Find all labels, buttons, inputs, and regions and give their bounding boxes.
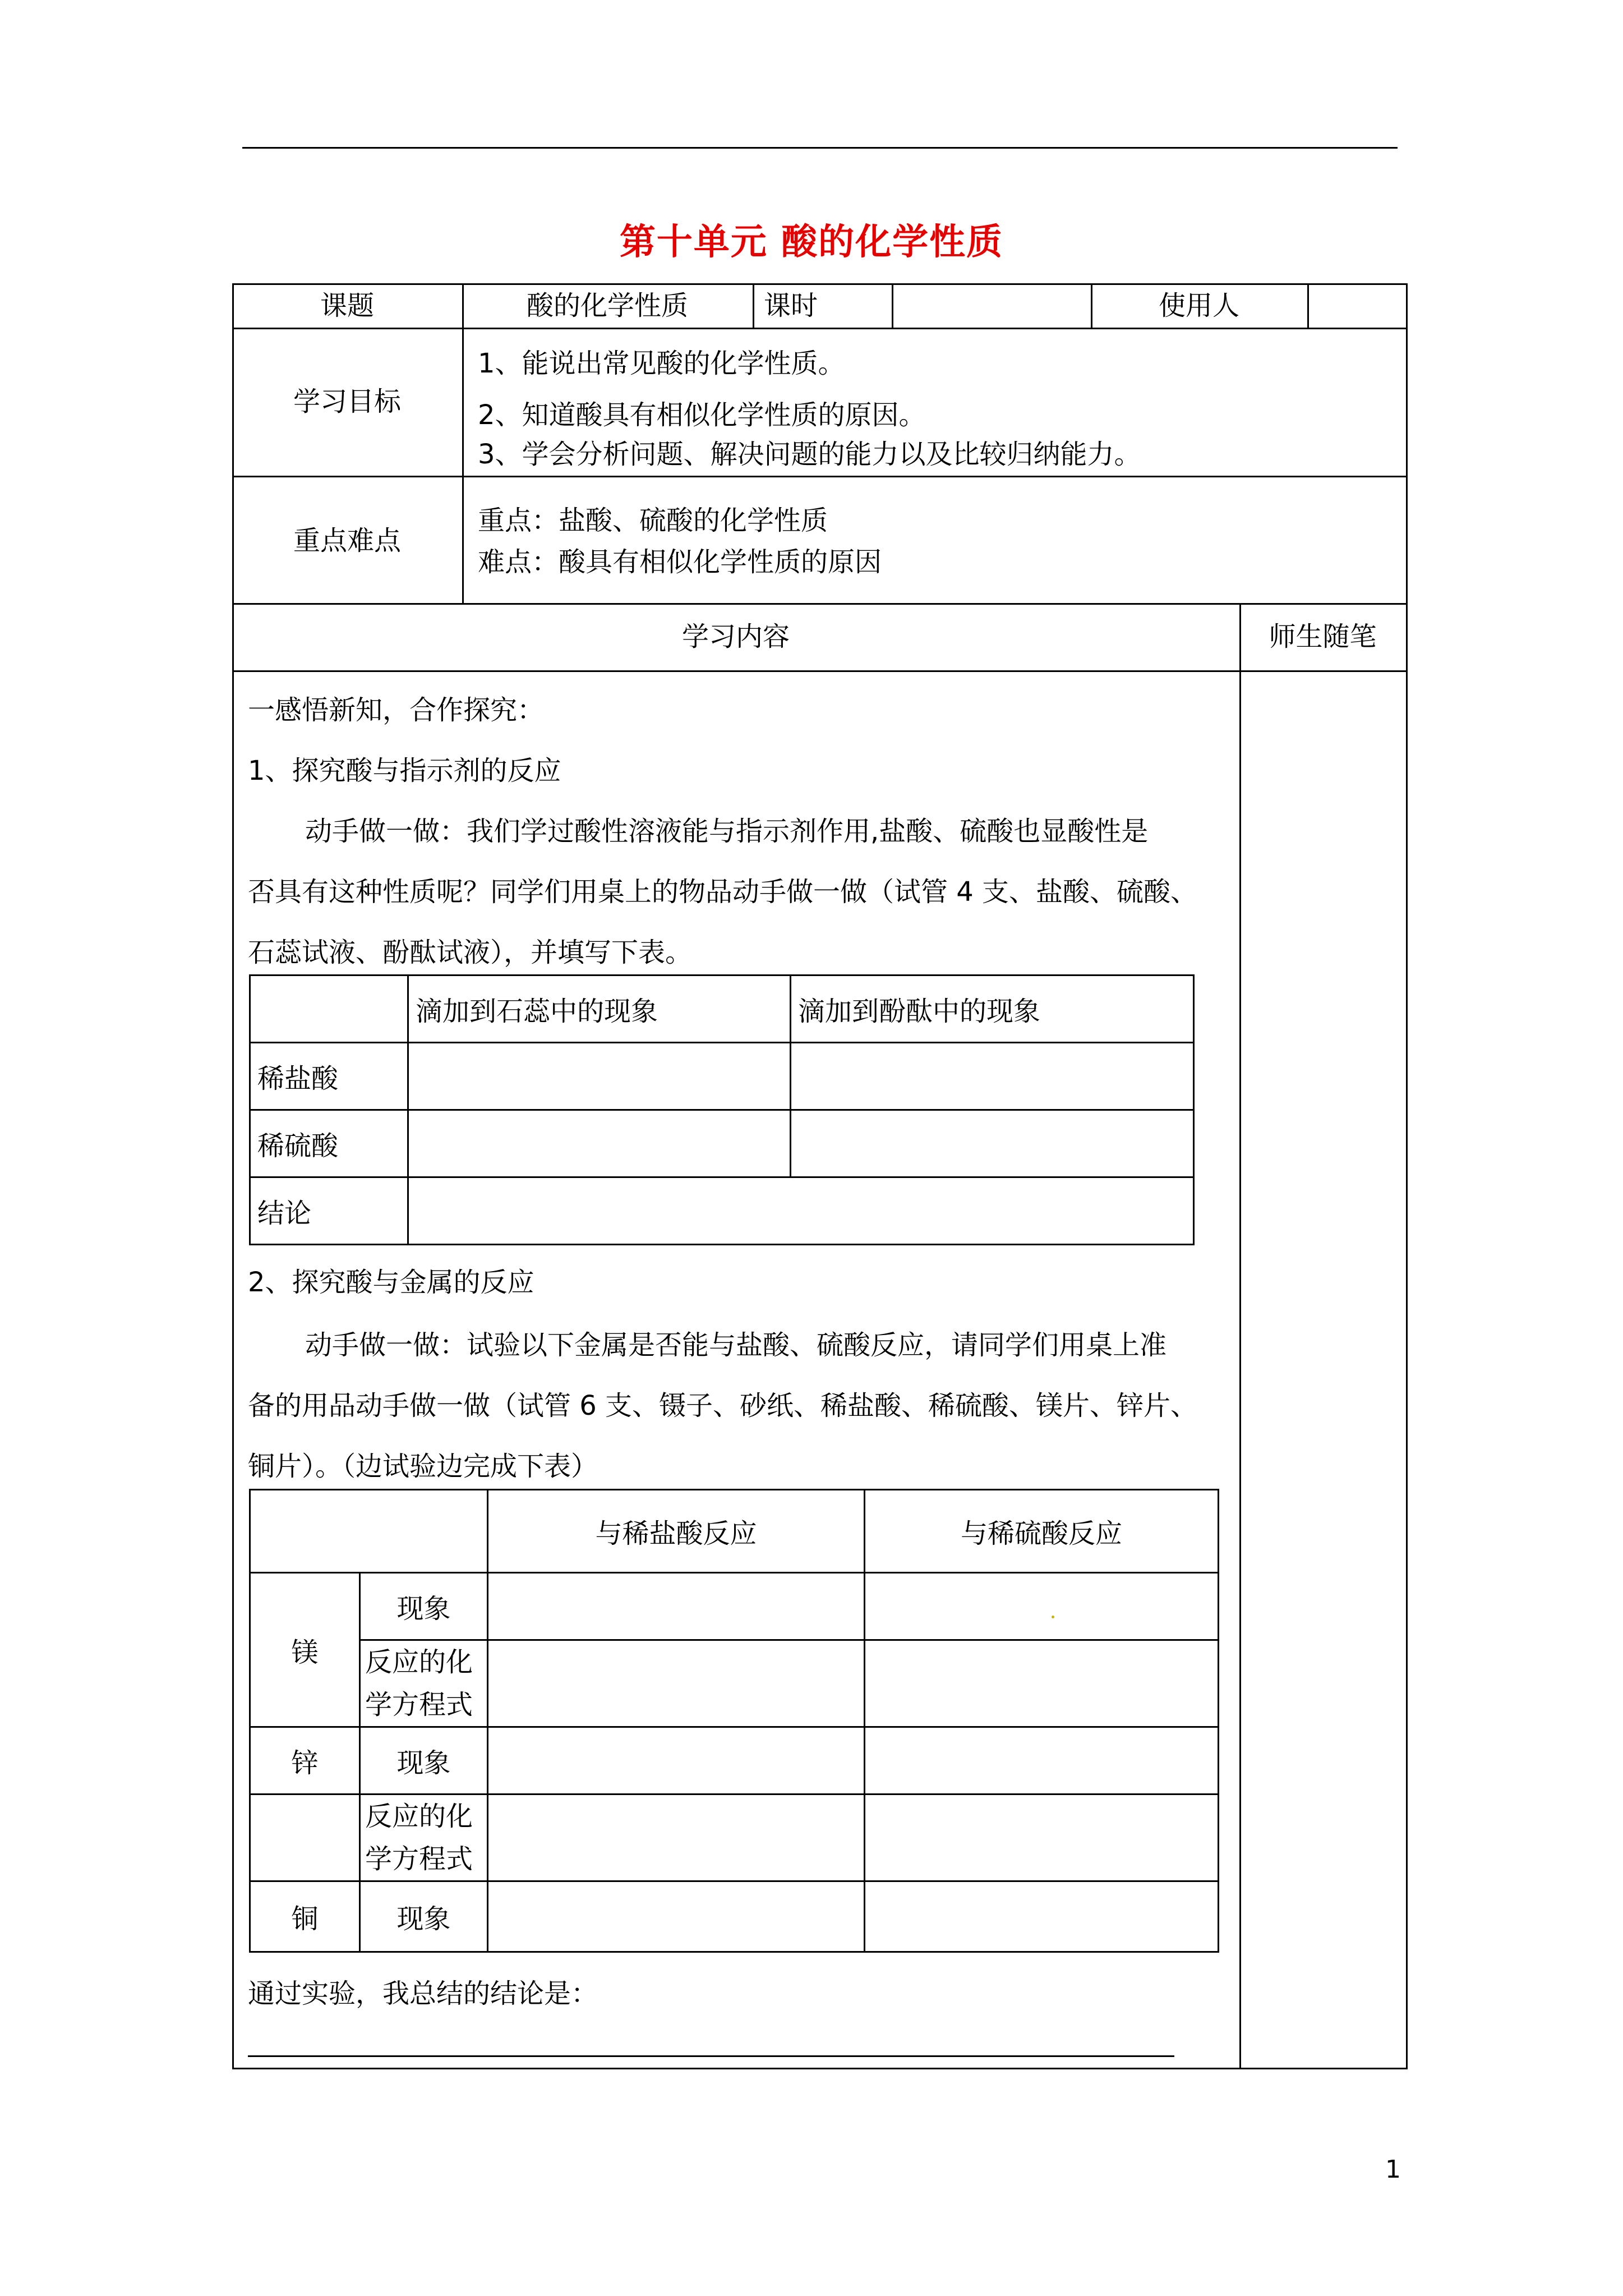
- part2-paragraph-3: 铜片）。（边试验边完成下表）: [248, 1451, 598, 1482]
- table1-cell[interactable]: [408, 1043, 791, 1110]
- table1-row-hcl: 稀盐酸: [250, 1043, 408, 1110]
- table2-cell[interactable]: [865, 1795, 1219, 1881]
- table1-row-h2so4: 稀硫酸: [250, 1110, 408, 1177]
- table2-cell[interactable]: [865, 1881, 1219, 1952]
- difficult-point: 难点：酸具有相似化学性质的原因: [478, 546, 882, 578]
- user-label: 使用人: [1158, 290, 1239, 321]
- table1-row-conclusion: 结论: [250, 1177, 408, 1245]
- equation-line-1: 反应的化: [365, 1646, 473, 1678]
- equation-line-1: 反应的化: [365, 1801, 473, 1832]
- metal-table: [249, 1489, 1219, 1953]
- frame-top: [232, 283, 1408, 285]
- part2-paragraph-1: 动手做一做：试验以下金属是否能与盐酸、硫酸反应，请同学们用桌上准: [305, 1329, 1167, 1361]
- frame-row3-bottom: [232, 603, 1408, 605]
- table2-equation-label: [360, 1640, 488, 1727]
- table2-blank: [250, 1795, 360, 1881]
- part1-paragraph-2: 否具有这种性质呢？同学们用桌上的物品动手做一做（试管 4 支、盐酸、硫酸、: [248, 876, 1198, 908]
- part1-paragraph-3: 石蕊试液、酚酞试液），并填写下表。: [248, 937, 693, 968]
- page-title: 第十单元 酸的化学性质: [619, 222, 1004, 263]
- period-label: 课时: [764, 290, 818, 321]
- equation-line-2: 学方程式: [365, 1843, 473, 1875]
- indicator-table: [249, 974, 1195, 1245]
- table1-conclusion-cell[interactable]: [408, 1177, 1194, 1245]
- frame-div-period: [753, 283, 754, 329]
- objective-1: 1、能说出常见酸的化学性质。: [478, 348, 845, 379]
- table2-metal-cu: 铜: [250, 1881, 360, 1952]
- equation-line-2: 学方程式: [365, 1689, 473, 1720]
- table2-cell[interactable]: [488, 1573, 865, 1640]
- table1-cell[interactable]: [791, 1043, 1194, 1110]
- frame-row4-bottom: [232, 670, 1408, 672]
- objective-3: 3、学会分析问题、解决问题的能力以及比较归纳能力。: [478, 439, 1141, 470]
- table1-corner: [250, 976, 408, 1043]
- table2-corner: [250, 1490, 488, 1573]
- topic-value: 酸的化学性质: [526, 290, 688, 321]
- table2-cell[interactable]: [865, 1640, 1219, 1727]
- part1-paragraph-1: 动手做一做：我们学过酸性溶液能与指示剂作用,盐酸、硫酸也显酸性是: [305, 816, 1149, 847]
- stray-dot: [1052, 1616, 1054, 1618]
- table2-cell[interactable]: [488, 1795, 865, 1881]
- table2-col-hcl: 与稀盐酸反应: [488, 1490, 865, 1573]
- table2-metal-mg: 镁: [250, 1573, 360, 1727]
- frame-row1-bottom: [232, 328, 1408, 329]
- table2-phenomenon-label: 现象: [360, 1881, 488, 1952]
- table1-cell[interactable]: [791, 1110, 1194, 1177]
- objective-2: 2、知道酸具有相似化学性质的原因。: [478, 399, 926, 431]
- frame-right: [1406, 283, 1408, 2069]
- topic-label: 课题: [320, 290, 374, 321]
- table2-col-h2so4: 与稀硫酸反应: [865, 1490, 1219, 1573]
- part2-paragraph-2: 备的用品动手做一做（试管 6 支、镊子、砂纸、稀盐酸、稀硫酸、镁片、锌片、: [248, 1390, 1198, 1421]
- key-point: 重点：盐酸、硫酸的化学性质: [478, 505, 828, 536]
- frame-bottom: [232, 2068, 1408, 2069]
- table1-col-phenol: 滴加到酚酞中的现象: [791, 976, 1194, 1043]
- conclusion-prompt: 通过实验，我总结的结论是：: [248, 1978, 598, 2009]
- frame-div-period-value: [892, 283, 893, 329]
- table2-cell[interactable]: [488, 1881, 865, 1952]
- frame-notes-divider: [1239, 603, 1241, 2069]
- part1-title: 1、探究酸与指示剂的反应: [248, 755, 561, 786]
- answer-line[interactable]: [248, 2055, 1174, 2057]
- frame-row2-bottom: [232, 476, 1408, 477]
- part2-title: 2、探究酸与金属的反应: [248, 1267, 534, 1298]
- notes-header: 师生随笔: [1269, 621, 1377, 652]
- table2-phenomenon-label: 现象: [360, 1727, 488, 1795]
- frame-col-divider: [462, 283, 464, 605]
- table2-phenomenon-label: 现象: [360, 1573, 488, 1640]
- table1-cell[interactable]: [408, 1110, 791, 1177]
- intro-text: 一感悟新知，合作探究：: [248, 694, 545, 726]
- header-rule: [242, 147, 1398, 149]
- objectives-label: 学习目标: [293, 386, 401, 417]
- table1-col-litmus: 滴加到石蕊中的现象: [408, 976, 791, 1043]
- table2-cell[interactable]: [488, 1727, 865, 1795]
- page-number: 1: [1385, 2155, 1401, 2184]
- table2-equation-label: [360, 1795, 488, 1881]
- keypoints-label: 重点难点: [293, 525, 401, 556]
- table2-cell[interactable]: [488, 1640, 865, 1727]
- table2-cell[interactable]: [865, 1573, 1219, 1640]
- frame-div-user-value: [1307, 283, 1309, 329]
- table2-metal-zn: 锌: [250, 1727, 360, 1795]
- table2-cell[interactable]: [865, 1727, 1219, 1795]
- content-header: 学习内容: [681, 621, 790, 652]
